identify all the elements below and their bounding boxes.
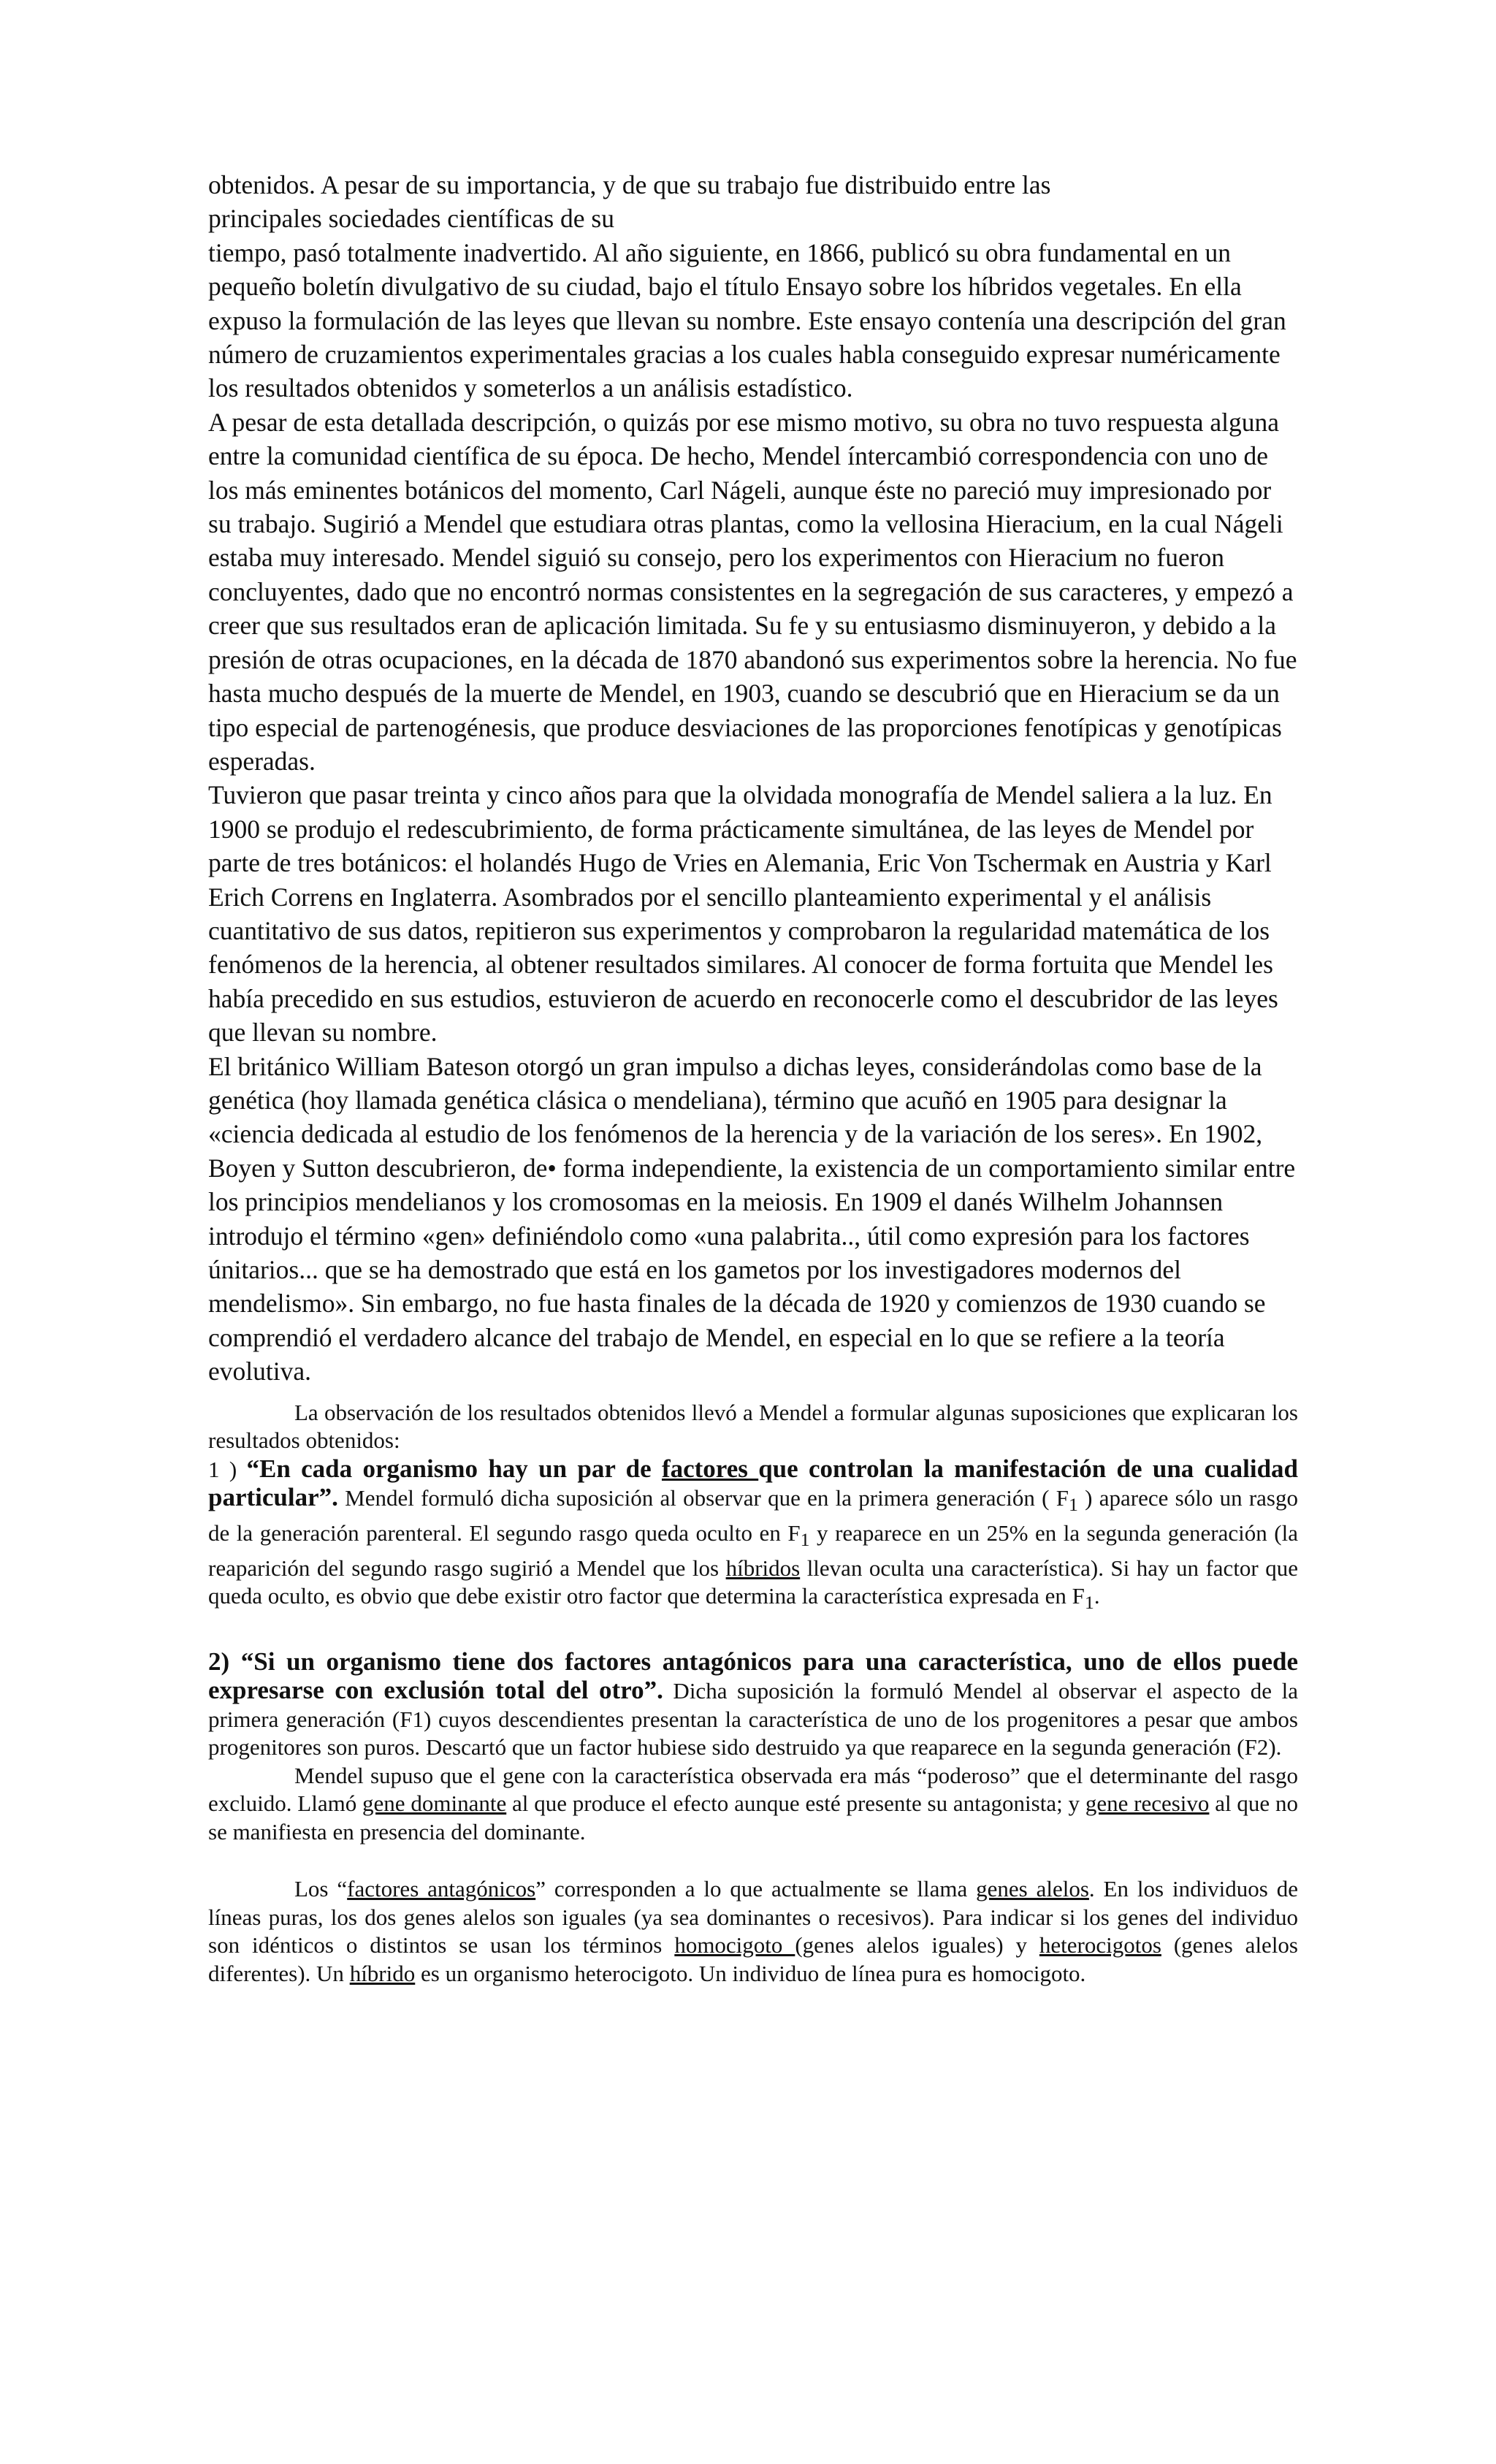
underlined-term: homocigoto (674, 1932, 795, 1958)
text-line: principales sociedades científicas de su (208, 204, 614, 234)
supposition-statement: 2) “Si un organismo tiene dos factores antagónicos para una característica, uno de ellos puede expresarse con exclusión total del otro”. (208, 1647, 1298, 1705)
underlined-term: factores antagónicos (347, 1876, 536, 1902)
supposition-2: 2) “Si un organismo tiene dos factores antagónicos para una característica, uno de ellos puede expresarse con exclusión total del otro”. Dicha suposición la formuló Mendel al observar el aspecto de la primera generación (F1) cuyos descendientes presentan la característica de uno de los progenitores a pesar que ambos progenitores son puros. Descartó que un factor hubiese sido destruido ya que reaparece en la segunda generación (F2). (208, 1647, 1298, 1761)
underlined-term: gene recesivo (1085, 1790, 1210, 1817)
dominance-paragraph: Mendel supuso que el gene con la característica observada era más “poderoso” que el determinante del rasgo excluido. Llamó gene dominante al que produce el efecto aunque esté presente su antagonista; y gene recesivo al que no se manifiesta en presencia del dominante. (208, 1762, 1298, 1845)
paragraph (208, 168, 1298, 405)
underlined-term: factores (661, 1454, 759, 1483)
underlined-term: heterocigotos (1039, 1932, 1161, 1958)
document-page (208, 168, 1298, 1988)
paragraph: El británico William Bateson otorgó un gran impulso a dichas leyes, considerándolas como base de la genética (hoy llamada genética clásica o mendeliana), término que acuñó en 1905 para designar la «ciencia dedicada al estudio de los fenómenos de la herencia y de la variación de los seres». En 1902, Boyen y Sutton descubrieron, de• forma independiente, la existencia de un comportamiento similar entre los principios mendelianos y los cromosomas en la meiosis. En 1909 el danés Wilhelm Johannsen introdujo el término «gen» definiéndolo como «una palabrita.., útil como expresión para los factores únitarios... que se ha demostrado que está en los gametos por los investigadores modernos del mendelismo». Sin embargo, no fue hasta finales de la década de 1920 y comienzos de 1930 cuando se comprendió el verdadero alcance del trabajo de Mendel, en especial en lo que se refiere a la teoría evolutiva. (208, 1051, 1296, 1387)
underlined-term: híbridos (725, 1555, 801, 1581)
underlined-term: genes alelos (976, 1876, 1089, 1902)
supposition-statement: “En cada organismo hay un par de factores que controlan la manifestación de una cualidad particular”. (208, 1454, 1299, 1512)
paragraph: A pesar de esta detallada descripción, o quizás por ese mismo motivo, su obra no tuvo respuesta alguna entre la comunidad científica de su época. De hecho, Mendel íntercambió correspondencia con uno de los más eminentes botánicos del momento, Carl Nágeli, aunque éste no pareció muy impresionado por su trabajo. Sugirió a Mendel que estudiara otras plantas, como la vellosina Hieracium, en la cual Nágeli estaba muy interesado. Mendel siguió su consejo, pero los experimentos con Hieracium no fueron concluyentes, dado que no encontró normas consistentes en la segregación de sus caracteres, y empezó a creer que sus resultados eran de aplicación limitada. Su fe y su entusiasmo disminuyeron, y debido a la presión de otras ocupaciones, en la década de 1870 abandonó sus experimentos sobre la herencia. No fue hasta mucho después de la muerte de Mendel, en 1903, cuando se descubrió que en Hieracium se da un tipo especial de partenogénesis, que produce desviaciones de las proporciones fenotípicas y genotípicas esperadas. (208, 407, 1297, 776)
underlined-term: híbrido (349, 1960, 416, 1986)
paragraph: Tuvieron que pasar treinta y cinco años para que la olvidada monografía de Mendel saliera a la luz. En 1900 se produjo el redescubrimiento, de forma prácticamente simultánea, de las leyes de Mendel por parte de tres botánicos: el holandés Hugo de Vries en Alemania, Eric Von Tschermak en Austria y Karl Erich Correns en Inglaterra. Asombrados por el sencillo planteamiento experimental y el análisis cuantitativo de sus datos, repitieron sus experimentos y comprobaron la regularidad matemática de los fenómenos de la herencia, al obtener resultados similares. Al conocer de forma fortuita que Mendel les había precedido en sus estudios, estuvieron de acuerdo en reconocerle como el descubridor de las leyes que llevan su nombre. (208, 780, 1278, 1048)
text-line: obtenidos. A pesar de su importancia, y de que su trabajo fue distribuido entre las (208, 170, 1051, 199)
item-number: 1 ) (208, 1456, 247, 1482)
supposition-1: 1 ) “En cada organismo hay un par de factores que controlan la manifestación de una cualidad particular”. Mendel formuló dicha suposición al observar que en la primera generación ( $F_1$ ) aparece sólo un rasgo de la generación parenteral. El segundo rasgo queda oculto en $F_1$ y reaparece en un 25% en la segunda generación (la reaparición del segundo rasgo sugirió a Mendel que los híbridos llevan oculta una característica). Si hay un factor que queda oculto, es obvio que debe existir otro factor que determina la característica expresada en $F_1$. (208, 1454, 1299, 1614)
text-run: tiempo, pasó totalmente inadvertido. Al año siguiente, en 1866, publicó su obra fundamental en un pequeño boletín divulgativo de su ciudad, bajo el título Ensayo sobre los híbridos vegetales. En ella expuso la formulación de las leyes que llevan su nombre. Este ensayo contenía una descripción del gran número de cruzamientos experimentales gracias a los cuales habla conseguido expresar numéricamente los resultados obtenidos y someterlos a un análisis estadístico. (208, 237, 1286, 403)
intro-paragraph: La observación de los resultados obtenidos llevó a Mendel a formular algunas suposiciones que explicaran los resultados obtenidos: (208, 1399, 1298, 1454)
underlined-term: gene dominante (362, 1790, 507, 1817)
suppositions-section (208, 1399, 1298, 1988)
alleles-paragraph: Los “factores antagónicos” corresponden a lo que actualmente se llama genes alelos. En los individuos de líneas puras, los dos genes alelos son iguales (ya sea dominantes o recesivos). Para indicar si los genes del individuo son idénticos o distintos se usan los términos homocigoto (genes alelos iguales) y heterocigotos (genes alelos diferentes). Un híbrido es un organismo heterocigoto. Un individuo de línea pura es homocigoto. (208, 1876, 1299, 1986)
history-section (208, 168, 1298, 1389)
